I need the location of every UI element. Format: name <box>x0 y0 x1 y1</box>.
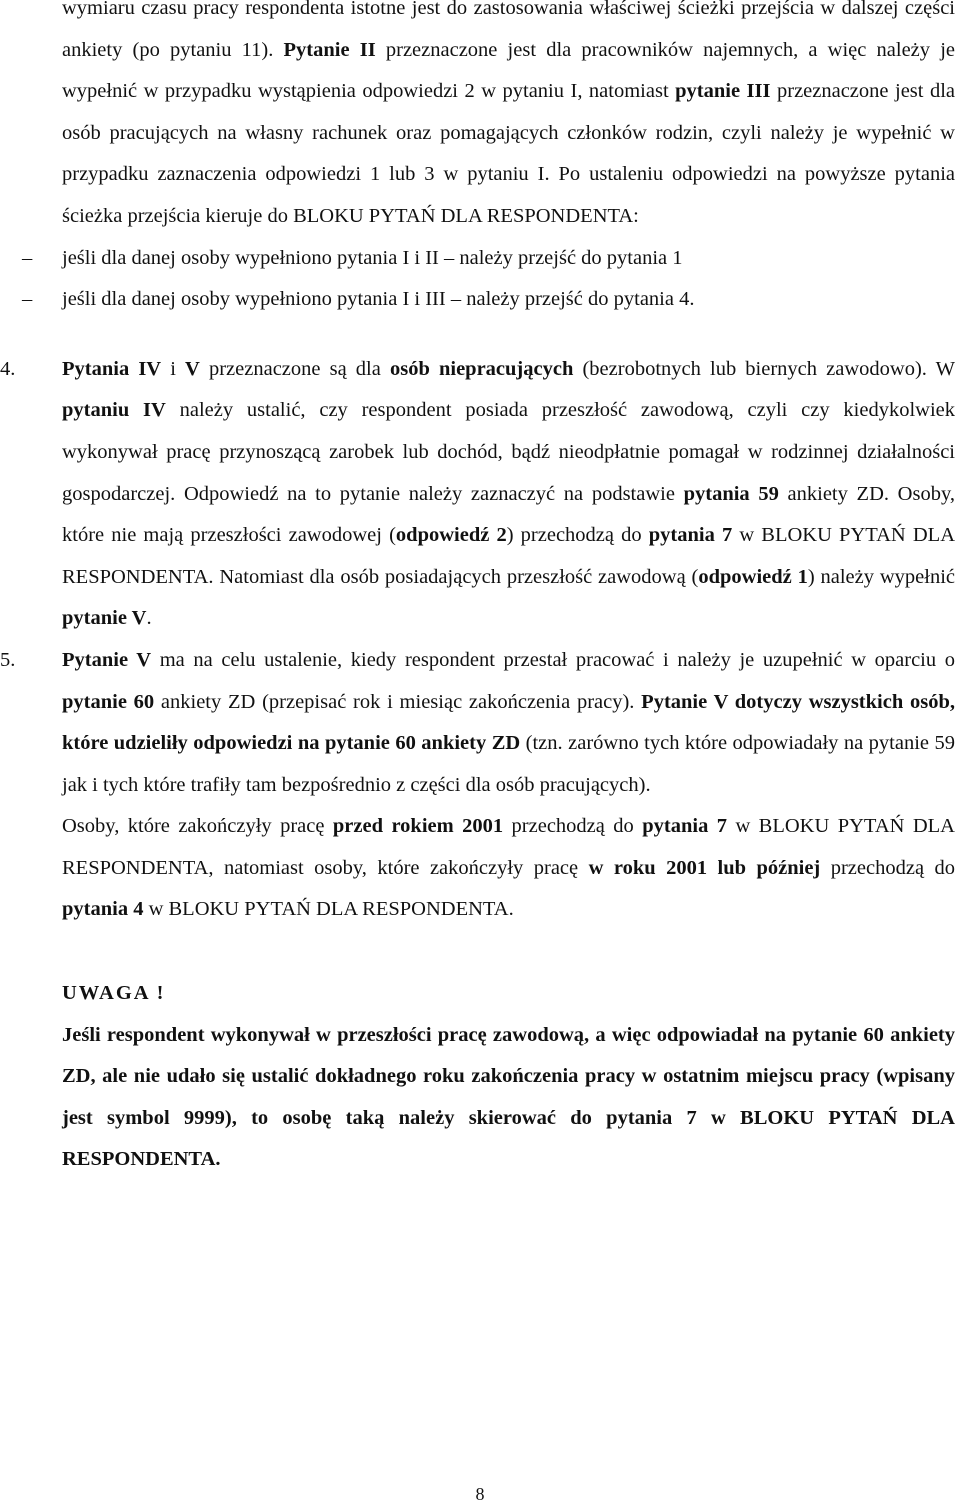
item-5-text: ankiety ZD (przepisać rok i miesiąc zakończenia pracy). <box>154 690 642 713</box>
item-4-number: 4. <box>0 357 16 380</box>
item-4-bold: pytaniu IV <box>62 399 166 422</box>
item-4-text: . <box>146 607 152 630</box>
uwaga-heading: UWAGA ! <box>62 982 166 1005</box>
item-5-bold: pytanie 60 <box>62 690 155 713</box>
item-4-text: przeznaczone są dla <box>199 357 390 380</box>
intro-bold-1: Pytanie II <box>283 38 376 61</box>
item-5-paragraph <box>62 640 955 806</box>
intro-text-3: przeznaczone jest dla osób pracujących na własny rachunek oraz pomagających członków rodzin, czyli należy je wypełnić w przypadku zaznaczenia odpowiedzi 1 lub 3 w pytaniu I. Po ustaleniu odpowiedzi na powyższe pytania ścieżka przejścia kieruje do BLOKU PYTAŃ DLA RESPONDENTA: <box>62 80 956 227</box>
item-5-text: ma na celu ustalenie, kiedy respondent przestał pracować i należy je uzupełnić w oparciu o <box>151 648 955 671</box>
osoby-text: przechodzą do <box>820 856 955 879</box>
dash-marker: – <box>22 246 33 269</box>
item-4-bold: pytanie V <box>62 607 147 630</box>
item-4-text: w BLOKU PYTAŃ DLA RESPONDENTA. Natomiast dla osób posiadających przeszłość zawodową ( <box>62 524 956 588</box>
item-4-bold: pytania 7 <box>648 524 733 547</box>
osoby-paragraph <box>62 806 955 931</box>
intro-text-1: wymiaru czasu pracy respondenta istotne jest do zastosowania właściwej ścieżki przejścia w dalszej części ankiety (po pytaniu 11). <box>62 0 955 61</box>
osoby-bold: w roku 2001 lub później <box>588 856 821 879</box>
item-4-bold: Pytania IV <box>62 357 162 380</box>
intro-paragraph <box>62 0 955 238</box>
osoby-text: w BLOKU PYTAŃ DLA RESPONDENTA, natomiast osoby, które zakończyły pracę <box>62 815 955 879</box>
item-4-text: ) należy wypełnić <box>807 565 955 588</box>
item-4-bold: odpowiedź 1 <box>698 565 808 588</box>
item-4-bold: pytania 59 <box>683 482 779 505</box>
item-4-text: należy ustalić, czy respondent posiada przeszłość zawodową, czyli czy kiedykolwiek wykonywał pracę przynoszącą zarobek lub dochód, bądź nieodpłatnie pomagał w rodzinnej działalności gospodarczej. Odpowiedź na to pytanie należy zaznaczyć na podstawie <box>62 399 955 505</box>
osoby-bold: przed rokiem 2001 <box>332 815 504 838</box>
item-4-bold: V <box>185 357 200 380</box>
item-4-text: (bezrobotnych lub biernych zawodowo). W <box>573 357 956 380</box>
item-5 <box>0 640 955 806</box>
intro-text-2: przeznaczone jest dla pracowników najemnych, a więc należy je wypełnić w przypadku wystąpienia odpowiedzi 2 w pytaniu I, natomiast <box>62 38 955 103</box>
uwaga-paragraph: Jeśli respondent wykonywał w przeszłości pracę zawodową, a więc odpowiadał na pytanie 60 ankiety ZD, ale nie udało się ustalić dokładnego roku zakończenia pracy w ostatnim miejscu pracy (wpisany jest symbol 9999), to osobę taką należy skierować do pytania 7 w BLOKU PYTAŃ DLA RESPONDENTA. <box>62 1023 955 1171</box>
osoby-bold: pytania 7 <box>642 815 728 838</box>
dash-item-1-text: jeśli dla danej osoby wypełniono pytania I i II – należy przejść do pytania 1 <box>62 246 683 269</box>
item-4 <box>0 349 956 640</box>
dash-item-1 <box>22 238 955 280</box>
intro-bold-2: pytanie III <box>675 80 771 103</box>
item-4-bold: osób niepracujących <box>389 357 574 380</box>
item-5-bold: Pytanie V dotyczy wszystkich osób, które udzieliły odpowiedzi na pytanie 60 ankiety ZD <box>62 690 955 755</box>
item-4-text: ) przechodzą do <box>506 524 649 547</box>
osoby-text: przechodzą do <box>503 815 643 838</box>
item-5-number: 5. <box>0 648 16 671</box>
item-5-text: (tzn. zarówno tych które odpowiadały na pytanie 59 jak i tych które trafiły tam bezpośrednio z części dla osób pracujących). <box>62 732 955 796</box>
dash-marker: – <box>22 288 33 311</box>
item-5-bold: Pytanie V <box>62 648 152 671</box>
osoby-bold: pytania 4 <box>62 898 144 921</box>
osoby-text: w BLOKU PYTAŃ DLA RESPONDENTA. <box>143 898 514 921</box>
page-number: 8 <box>475 1484 485 1504</box>
item-4-bold: odpowiedź 2 <box>395 524 507 547</box>
item-4-paragraph <box>62 349 955 640</box>
dash-item-2 <box>22 279 955 321</box>
osoby-text: Osoby, które zakończyły pracę <box>62 815 333 838</box>
item-4-text: i <box>161 357 186 380</box>
item-4-text: ankiety ZD. Osoby, które nie mają przeszłości zawodowej ( <box>62 482 955 547</box>
dash-item-2-text: jeśli dla danej osoby wypełniono pytania I i III – należy przejść do pytania 4. <box>62 288 695 311</box>
